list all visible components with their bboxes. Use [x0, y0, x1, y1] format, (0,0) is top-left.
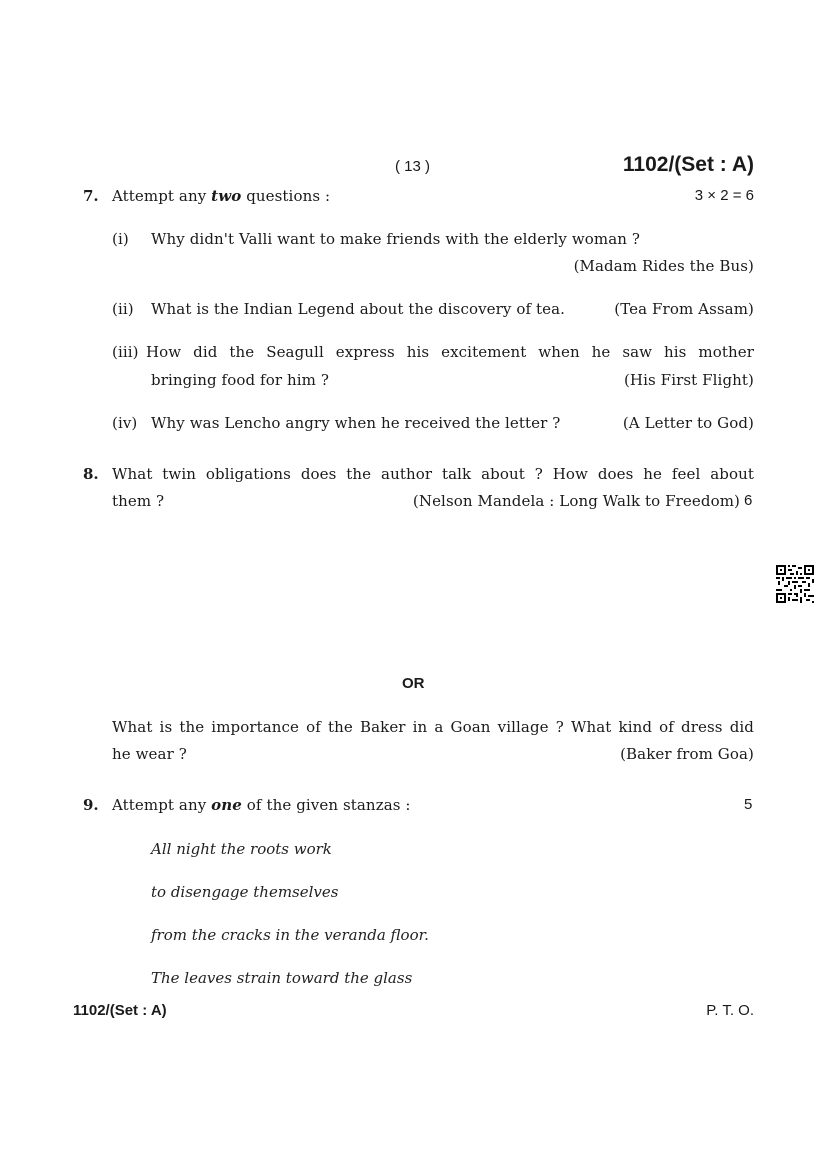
- question-9-prompt-pre: Attempt any: [112, 796, 212, 814]
- question-9-marks: 5: [744, 796, 753, 813]
- question-8-source: (Nelson Mandela : Long Walk to Freedom): [412, 492, 740, 510]
- question-7-prompt-pre: Attempt any: [112, 187, 212, 205]
- question-9-prompt: [112, 796, 411, 814]
- page-number: ( 13 ): [395, 158, 431, 175]
- or-label: OR: [402, 675, 425, 692]
- paper-code-footer: 1102/(Set : A): [73, 1002, 167, 1019]
- sub-question-text: Why didn't Valli want to make friends with the elderly woman ?: [151, 230, 641, 248]
- question-7-emphasis: two: [211, 187, 242, 205]
- question-8-line2: them ?: [112, 492, 165, 510]
- question-7-prompt: [112, 187, 330, 205]
- question-8-alt-line2: he wear ?: [112, 745, 187, 763]
- sub-question-number: (iv): [112, 414, 138, 432]
- sub-question-source: (A Letter to God): [622, 414, 754, 432]
- sub-question-text: Why was Lencho angry when he received the letter ?: [151, 414, 561, 432]
- question-7-prompt-post: questions :: [241, 187, 331, 205]
- sub-question-number: (iii): [112, 343, 139, 361]
- paper-code-header: 1102/(Set : A): [622, 153, 754, 176]
- stanza-line: from the cracks in the veranda floor.: [151, 926, 429, 944]
- stanza-line: The leaves strain toward the glass: [151, 969, 413, 987]
- question-8-line1: What twin obligations does the author talk about ? How does he feel about: [112, 465, 754, 483]
- question-9-number: 9.: [83, 796, 99, 814]
- question-7-number: 7.: [83, 187, 99, 205]
- stanza-line: All night the roots work: [151, 840, 332, 858]
- sub-question-text-line1: How did the Seagull express his excitement when he saw his mother: [146, 343, 754, 361]
- question-8-number: 8.: [83, 465, 99, 483]
- sub-question-source: (Tea From Assam): [614, 300, 754, 318]
- question-8-marks: 6: [744, 492, 753, 509]
- question-8-alt-line1: What is the importance of the Baker in a Goan village ? What kind of dress did: [112, 718, 754, 736]
- stanza-line: to disengage themselves: [151, 883, 339, 901]
- qr-code-icon: [776, 565, 814, 603]
- sub-question-source: (His First Flight): [623, 371, 754, 389]
- question-9-prompt-post: of the given stanzas :: [241, 796, 411, 814]
- question-8-alt-source: (Baker from Goa): [620, 745, 754, 763]
- question-9-emphasis: one: [211, 796, 242, 814]
- question-7-marks: 3 × 2 = 6: [694, 187, 754, 204]
- sub-question-text-line2: bringing food for him ?: [151, 371, 329, 389]
- pto-label: P. T. O.: [706, 1002, 754, 1019]
- sub-question-number: (i): [112, 230, 129, 248]
- sub-question-source: (Madam Rides the Bus): [573, 257, 754, 275]
- sub-question-number: (ii): [112, 300, 134, 318]
- sub-question-text: What is the Indian Legend about the discovery of tea.: [151, 300, 566, 318]
